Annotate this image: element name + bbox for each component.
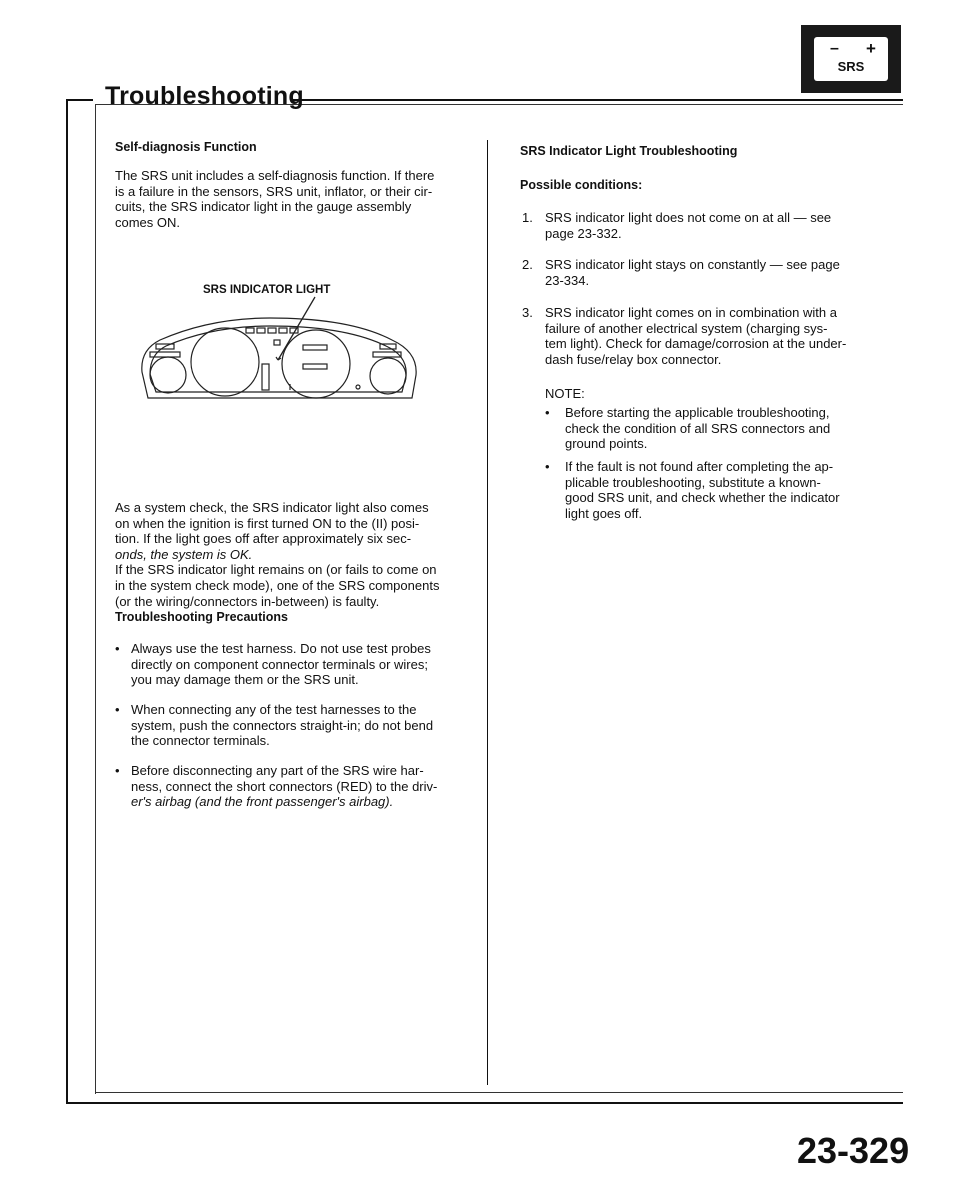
frame-rule-top-left [66, 99, 93, 101]
instrument-cluster-icon [130, 280, 430, 405]
list-item-text [565, 405, 882, 452]
section-heading-precautions: Troubleshooting Precautions [115, 610, 288, 624]
text-line: on when the ignition is first turned ON to the (II) posi- [115, 515, 420, 531]
list-item [115, 702, 473, 752]
list-item-text [565, 459, 882, 521]
bullet-icon: • [545, 405, 550, 420]
text-line: er's airbag (and the front passenger's airbag). [131, 794, 394, 810]
list-item [522, 257, 882, 291]
text-line: As a system check, the SRS indicator light also comes [115, 500, 429, 515]
list-number: 1. [522, 210, 533, 225]
list-number: 3. [522, 305, 533, 320]
text-line: Before disconnecting any part of the SRS wire har- [131, 763, 424, 778]
self-diagnosis-paragraph [115, 168, 473, 230]
list-item [522, 210, 882, 244]
inner-rule-left [95, 104, 96, 1094]
text-line: in the system check mode), one of the SRS components [115, 577, 440, 593]
text-line: failure of another electrical system (charging sys- [545, 320, 828, 336]
text-line: If the SRS indicator light remains on (or fails to come on [115, 562, 437, 578]
conditions-heading: Possible conditions: [520, 178, 643, 192]
text-line: The SRS unit includes a self-diagnosis function. If there [115, 168, 435, 183]
text-line: tion. If the light goes off after approximately six sec- [115, 531, 412, 547]
section-heading-indicator-troubleshooting: SRS Indicator Light Troubleshooting [520, 144, 738, 158]
list-item-text [545, 210, 881, 241]
bullet-icon: • [545, 459, 550, 474]
diagram-label: SRS INDICATOR LIGHT [203, 284, 331, 296]
system-check-paragraph [115, 500, 473, 609]
frame-rule-left [66, 99, 68, 1104]
list-item-text [131, 763, 473, 810]
battery-icon [814, 37, 888, 81]
list-item [545, 459, 882, 525]
text-line: cuits, the SRS indicator light in the gauge assembly [115, 199, 412, 215]
frame-rule-top [290, 99, 903, 101]
text-line: the connector terminals. [131, 733, 270, 749]
text-line: SRS indicator light does not come on at all — see [545, 210, 832, 225]
text-line: plicable troubleshooting, substitute a known- [565, 474, 821, 490]
text-line: page 23-332. [545, 225, 622, 241]
list-item [115, 641, 473, 691]
page-number: 23-329 [797, 1130, 910, 1171]
text-line: Always use the test harness. Do not use test probes [131, 641, 431, 656]
text-line: onds, the system is OK. [115, 546, 253, 562]
bullet-icon: • [115, 702, 120, 717]
list-item-text [545, 305, 881, 367]
text-line: tem light). Check for damage/corrosion at the under- [545, 336, 847, 352]
list-item [545, 405, 882, 455]
text-line: dash fuse/relay box connector. [545, 351, 722, 367]
badge-minus-sign: – [830, 40, 839, 57]
section-heading-self-diagnosis: Self-diagnosis Function [115, 140, 257, 154]
text-line: SRS indicator light stays on constantly — see page [545, 257, 840, 272]
list-item [115, 763, 473, 813]
list-item-text [131, 641, 473, 688]
text-line: directly on component connector terminals or wires; [131, 656, 428, 672]
inner-rule-bottom [95, 1092, 903, 1093]
list-number: 2. [522, 257, 533, 272]
text-line: comes ON. [115, 214, 181, 230]
text-line: ground points. [565, 436, 648, 452]
text-line: (or the wiring/connectors in-between) is faulty. [115, 593, 380, 609]
text-line: you may damage them or the SRS unit. [131, 672, 359, 688]
text-line: When connecting any of the test harnesses to the [131, 702, 417, 717]
text-line: Before starting the applicable troubleshooting, [565, 405, 830, 420]
column-divider [487, 140, 488, 1085]
note-label: NOTE: [545, 386, 585, 401]
badge-plus-sign: + [866, 39, 876, 58]
text-line: ness, connect the short connectors (RED) to the driv- [131, 778, 438, 794]
text-line: good SRS unit, and check whether the indicator [565, 490, 840, 506]
list-item-text [545, 257, 881, 288]
bullet-icon: • [115, 641, 120, 656]
text-line: check the condition of all SRS connectors and [565, 420, 831, 436]
text-line: system, push the connectors straight-in; do not bend [131, 717, 434, 733]
page-title: Troubleshooting [105, 82, 304, 110]
list-item-text [131, 702, 473, 749]
text-line: SRS indicator light comes on in combination with a [545, 305, 837, 320]
text-line: If the fault is not found after completing the ap- [565, 459, 834, 474]
text-line: is a failure in the sensors, SRS unit, inflator, or their cir- [115, 183, 433, 199]
srs-badge [801, 25, 901, 93]
text-line: 23-334. [545, 272, 590, 288]
list-item [522, 305, 882, 371]
text-line: light goes off. [565, 505, 643, 521]
badge-label: SRS [837, 59, 865, 74]
frame-rule-bottom [66, 1102, 903, 1104]
bullet-icon: • [115, 763, 120, 778]
